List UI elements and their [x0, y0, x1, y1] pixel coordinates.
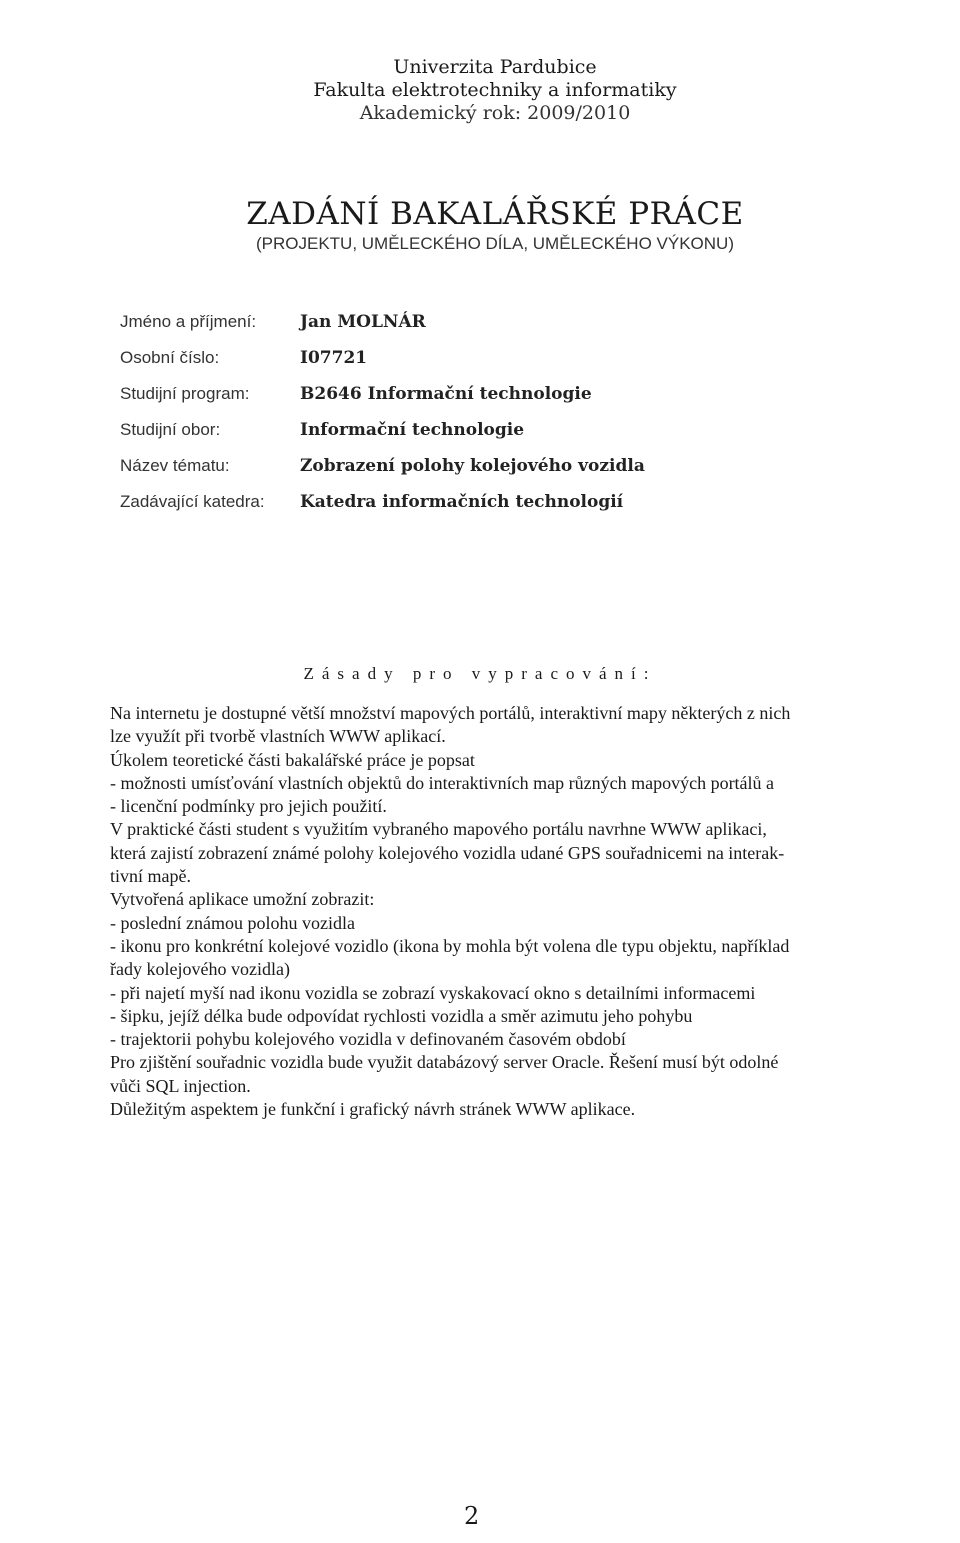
- info-label: Studijní obor:: [120, 420, 221, 439]
- info-row-study-program: [120, 384, 645, 420]
- student-info-table: [120, 312, 645, 528]
- info-row-topic: [120, 456, 645, 492]
- assignment-body: [110, 702, 890, 1121]
- info-label: Osobní číslo:: [120, 348, 220, 367]
- body-line: - při najetí myší nad ikonu vozidla se zobrazí vyskakovací okno s detailními informacemi: [110, 982, 756, 1003]
- body-line: která zajistí zobrazení známé polohy kolejového vozidla udané GPS souřadnicemi na interak-: [110, 842, 785, 863]
- body-line: - poslední známou polohu vozidla: [110, 912, 355, 933]
- university-name: Univerzita Pardubice: [393, 56, 597, 78]
- info-row-department: [120, 492, 645, 528]
- page-number: 2: [464, 1502, 480, 1530]
- faculty-name: Fakulta elektrotechniky a informatiky: [313, 79, 677, 101]
- body-line: Na internetu je dostupné větší množství mapových portálů, interaktivní mapy některých z nich: [110, 703, 791, 723]
- document-header: [0, 56, 960, 125]
- info-label: Jméno a příjmení:: [120, 312, 257, 331]
- body-line: Pro zjištění souřadnic vozidla bude využit databázový server Oracle. Řešení musí být odolné: [110, 1052, 779, 1073]
- info-value: Jan MOLNÁR: [300, 312, 426, 332]
- body-line: V praktické části student s využitím vybraného mapového portálu navrhne WWW aplikaci,: [110, 819, 767, 840]
- section-heading: Zásady pro vypracování:: [303, 664, 657, 683]
- body-line: vůči SQL injection.: [110, 1075, 251, 1096]
- document-subtitle: (PROJEKTU, UMĚLECKÉHO DÍLA, UMĚLECKÉHO VÝKONU): [256, 234, 734, 253]
- info-row-personal-number: [120, 348, 645, 384]
- document-title: ZADÁNÍ BAKALÁŘSKÉ PRÁCE: [246, 196, 744, 232]
- info-value: Katedra informačních technologií: [300, 492, 624, 512]
- info-label: Název tématu:: [120, 456, 230, 475]
- info-label: Zadávající katedra:: [120, 492, 265, 511]
- body-line: - ikonu pro konkrétní kolejové vozidlo (ikona by mohla být volena dle typu objektu, například: [110, 935, 790, 956]
- body-line: Vytvořená aplikace umožní zobrazit:: [110, 889, 375, 910]
- academic-year: Akademický rok: 2009/2010: [359, 102, 631, 124]
- body-line: tivní mapě.: [110, 866, 191, 887]
- info-value: Informační technologie: [300, 420, 525, 440]
- info-value: I07721: [300, 348, 368, 368]
- body-line: - možnosti umísťování vlastních objektů do interaktivních map různých mapových portálů a: [110, 772, 775, 793]
- body-line: - licenční podmínky pro jejich použití.: [110, 796, 387, 817]
- body-line: Úkolem teoretické části bakalářské práce je popsat: [110, 749, 475, 770]
- info-value: Zobrazení polohy kolejového vozidla: [300, 456, 645, 476]
- info-label: Studijní program:: [120, 384, 250, 403]
- body-line: lze využít při tvorbě vlastních WWW aplikací.: [110, 726, 446, 747]
- body-line: řady kolejového vozidla): [110, 959, 290, 980]
- info-row-name: [120, 312, 645, 348]
- body-line: - trajektorii pohybu kolejového vozidla v definovaném časovém období: [110, 1029, 626, 1050]
- body-line: - šipku, jejíž délka bude odpovídat rychlosti vozidla a směr azimutu jeho pohybu: [110, 1005, 693, 1026]
- info-row-study-field: [120, 420, 645, 456]
- info-value: B2646 Informační technologie: [300, 384, 592, 404]
- body-line: Důležitým aspektem je funkční i grafický návrh stránek WWW aplikace.: [110, 1099, 636, 1120]
